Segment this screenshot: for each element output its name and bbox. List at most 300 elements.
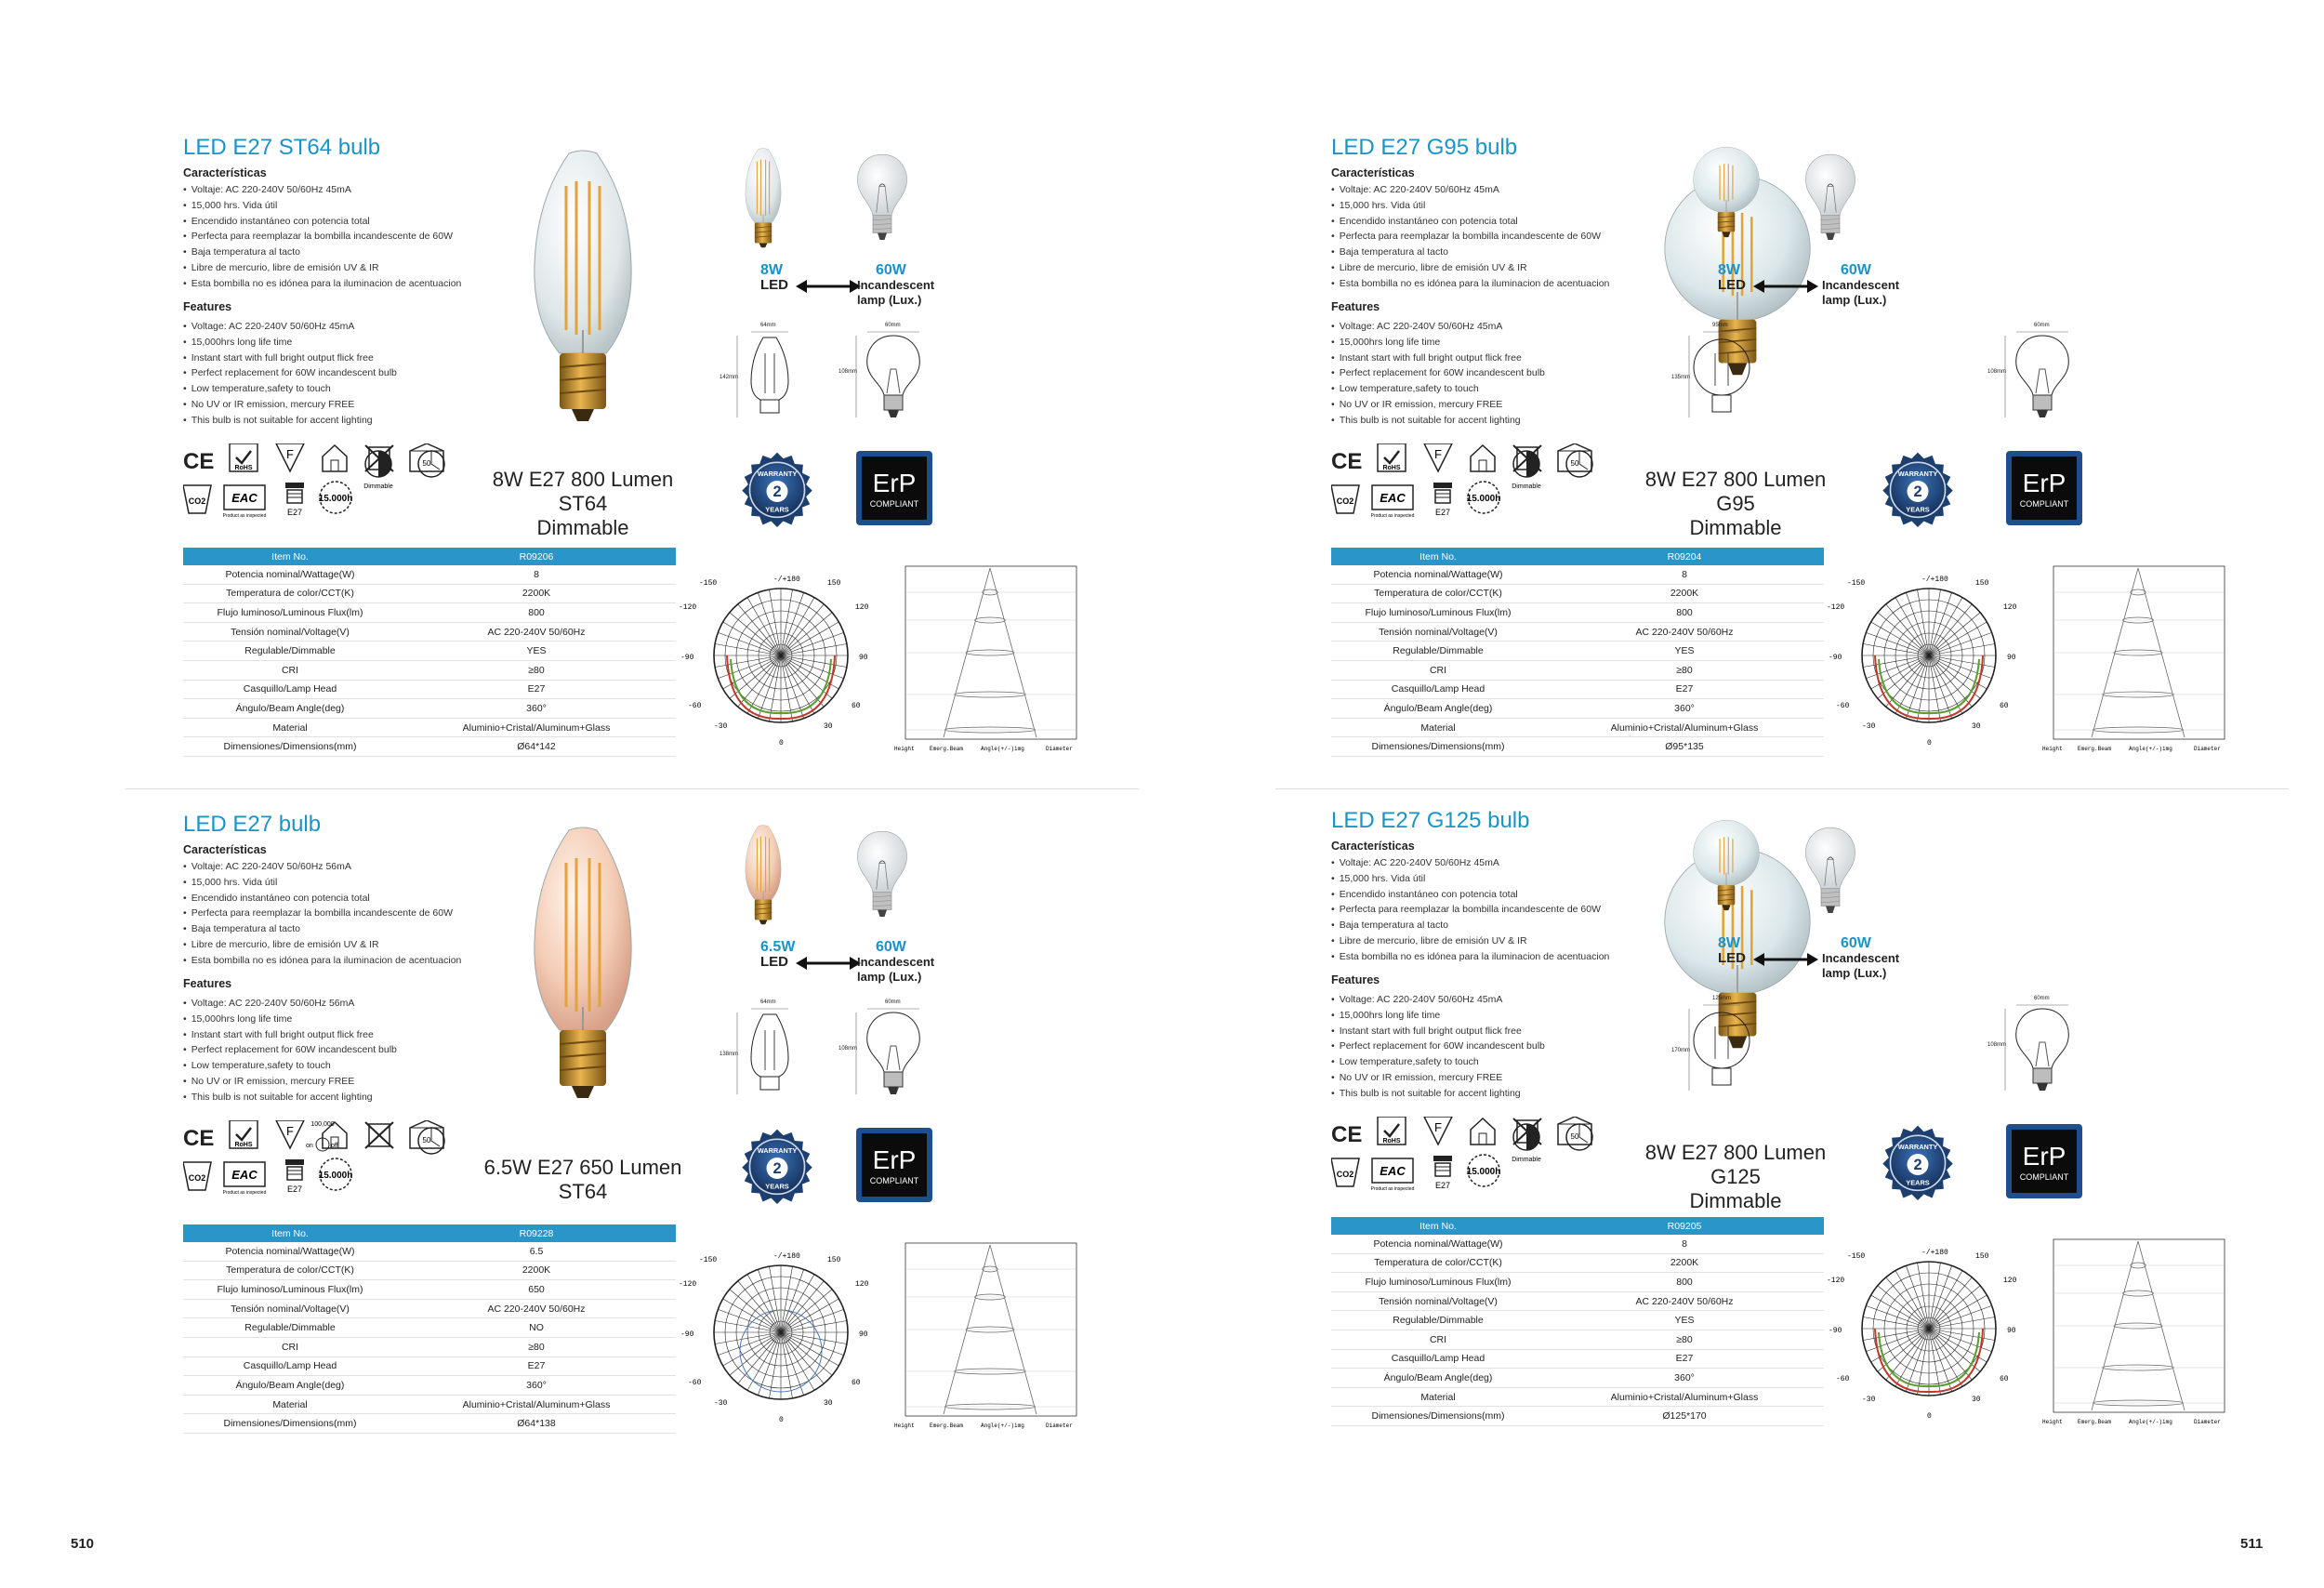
erp-compliant-badge — [856, 1128, 932, 1207]
erp-compliant-badge — [2006, 1124, 2082, 1203]
erp-compliant-badge — [856, 451, 932, 530]
spec-label: Dimensiones/Dimensions(mm) — [183, 737, 397, 757]
spanish-features-list — [1331, 855, 1609, 965]
table-row — [183, 1356, 676, 1376]
headline-line: Dimmable — [1689, 1189, 1782, 1212]
spec-value: Aluminio+Cristal/Aluminum+Glass — [397, 1395, 676, 1414]
led-label: LED — [760, 277, 788, 293]
incandescent-dimension-drawing — [1987, 996, 2084, 1101]
product-section-4 — [1331, 808, 2324, 1425]
feature-en: • Perfect replacement for 60W incandescent bulb — [1331, 1039, 1545, 1054]
spec-value: 2200K — [397, 1261, 676, 1280]
headline-line: ST64 — [558, 492, 608, 515]
caracteristicas-heading: Características — [183, 843, 267, 856]
led-dimension-drawing — [1671, 996, 1768, 1101]
headline-line: Dimmable — [1689, 516, 1782, 539]
headline-line: G95 — [1716, 492, 1755, 515]
led-wattage-block — [1718, 936, 1746, 966]
svg-text:EAC: EAC — [231, 491, 257, 505]
table-row — [183, 565, 676, 584]
svg-text:50: 50 — [1570, 1132, 1579, 1141]
headline-line: Dimmable — [536, 516, 629, 539]
spec-label: Casquillo/Lamp Head — [1331, 680, 1545, 699]
led-width-label: 64mm — [760, 323, 776, 328]
spec-label: Tensión nominal/Voltage(V) — [183, 1299, 397, 1318]
svg-text:CO2: CO2 — [1336, 496, 1354, 506]
polar-angle-label: 90 — [2007, 1327, 2016, 1335]
spec-value: YES — [397, 642, 676, 661]
polar-angle-label: 150 — [1975, 579, 1989, 588]
svg-text:EAC: EAC — [1380, 1164, 1406, 1178]
led-wattage: 8W — [1718, 262, 1740, 278]
ce-icon — [1331, 1122, 1362, 1147]
polar-angle-label: -150 — [699, 579, 718, 588]
ce-mark: CE — [1331, 449, 1363, 474]
headline-line: 8W E27 800 Lumen — [492, 468, 674, 491]
product-headline — [467, 1156, 699, 1204]
feature-en: • This bulb is not suitable for accent lighting — [183, 413, 397, 429]
svg-text:100,000: 100,000 — [310, 1121, 335, 1128]
lamp-lux-label: lamp (Lux.) — [857, 293, 922, 307]
spec-value: Ø125*170 — [1545, 1407, 1824, 1426]
led-height-label: 170mm — [1671, 1048, 1691, 1053]
spec-value: E27 — [397, 680, 676, 699]
spec-value: 800 — [1545, 603, 1824, 623]
page-number-left: 510 — [71, 1536, 95, 1552]
f-mark-icon — [1424, 1117, 1452, 1145]
table-row — [1331, 1273, 1824, 1292]
dimmable-icon — [1512, 451, 1541, 490]
feature-en: • Voltage: AC 220-240V 50/60Hz 45mA — [183, 319, 397, 335]
spec-value: 360° — [397, 699, 676, 719]
carton-box-icon — [1558, 443, 1591, 471]
f-mark-icon — [276, 1120, 304, 1148]
features-heading: Features — [183, 300, 232, 313]
incandescent-dimension-drawing — [838, 999, 935, 1105]
polar-angle-label: 120 — [855, 1280, 869, 1289]
english-features-list — [183, 319, 397, 429]
feature-en: • Low temperature,safety to touch — [183, 381, 397, 397]
spec-label: CRI — [183, 1337, 397, 1356]
spec-value: Ø64*138 — [397, 1414, 676, 1434]
cone-column-head: Diameter — [1046, 746, 1073, 752]
svg-text:ErP: ErP — [2022, 1142, 2067, 1171]
product-headline — [467, 468, 699, 540]
spec-value: AC 220-240V 50/60Hz — [397, 622, 676, 642]
spec-value: Aluminio+Cristal/Aluminum+Glass — [1545, 718, 1824, 737]
spec-value: Ø95*135 — [1545, 737, 1824, 757]
svg-text:RoHS: RoHS — [1382, 465, 1401, 471]
eac-icon — [1371, 1158, 1415, 1192]
spec-label: Dimensiones/Dimensions(mm) — [183, 1414, 397, 1434]
spec-value: YES — [1545, 642, 1824, 661]
svg-text:YEARS: YEARS — [765, 505, 789, 514]
spec-label: Regulable/Dimmable — [1331, 1311, 1545, 1330]
polar-angle-label: 120 — [2003, 1277, 2017, 1285]
product-hero-image — [527, 144, 639, 428]
incandescent-width-label: 60mm — [2034, 996, 2050, 1001]
led-wattage-block — [1718, 263, 1746, 293]
led-bulb-thumbnail — [1689, 146, 1763, 244]
incandescent-block — [857, 263, 934, 308]
product-headline — [1619, 1141, 1852, 1213]
item-no-header: Item No. — [183, 1224, 397, 1242]
spec-value: 8 — [397, 565, 676, 584]
feature-es: • Encendido instantáneo con potencia total — [1331, 887, 1609, 903]
polar-angle-label: -30 — [714, 1399, 728, 1408]
spec-value: Ø64*142 — [397, 737, 676, 757]
incandescent-label: Incandescent — [857, 278, 935, 292]
svg-text:YEARS: YEARS — [1906, 505, 1930, 514]
beam-cone-diagram — [892, 1241, 1078, 1436]
spec-label: Material — [183, 1395, 397, 1414]
cone-column-head: Height — [2042, 1419, 2063, 1425]
cone-column-head: Angle(+/-)img — [981, 1423, 1024, 1429]
polar-angle-label: 150 — [827, 1256, 841, 1264]
spec-label: Tensión nominal/Voltage(V) — [1331, 1291, 1545, 1311]
incandescent-height-label: 108mm — [1987, 1042, 2007, 1048]
svg-text:CO2: CO2 — [188, 496, 206, 506]
feature-en: • No UV or IR emission, mercury FREE — [183, 397, 397, 413]
table-row — [183, 1299, 676, 1318]
incandescent-height-label: 108mm — [838, 369, 858, 375]
spec-label: Ángulo/Beam Angle(deg) — [183, 699, 397, 719]
polar-light-distribution-diagram — [1827, 562, 2040, 762]
e27-socket-icon — [285, 483, 304, 517]
table-row — [1331, 1387, 1824, 1407]
spec-label: Flujo luminoso/Luminous Flux(lm) — [183, 603, 397, 623]
led-wattage-block — [760, 940, 795, 970]
svg-text:50: 50 — [422, 1136, 431, 1145]
svg-text:2: 2 — [1913, 483, 1922, 501]
polar-angle-label: 150 — [827, 579, 841, 588]
comparison-arrow-icon — [796, 279, 861, 298]
table-row — [183, 622, 676, 642]
svg-text:15.000h: 15.000h — [318, 1171, 353, 1181]
table-row — [1331, 1369, 1824, 1388]
polar-angle-label: 90 — [859, 654, 868, 662]
table-row — [183, 1337, 676, 1356]
table-row — [183, 1280, 676, 1300]
svg-text:2: 2 — [772, 483, 782, 501]
spec-label: Temperatura de color/CCT(K) — [1331, 1253, 1545, 1273]
svg-text:off: off — [331, 1143, 338, 1149]
polar-angle-label: 60 — [852, 1379, 861, 1387]
incandescent-dimension-drawing — [1987, 323, 2084, 428]
carton-box-icon — [1558, 1117, 1591, 1145]
item-no-header: Item No. — [1331, 548, 1545, 565]
spec-label: Dimensiones/Dimensions(mm) — [1331, 1407, 1545, 1426]
incandescent-wattage: 60W — [876, 939, 906, 955]
feature-es: • Perfecta para reemplazar la bombilla incandescente de 60W — [183, 906, 461, 921]
svg-text:COMPLIANT: COMPLIANT — [869, 499, 919, 509]
led-dimension-drawing — [720, 323, 816, 428]
certification-icons — [1331, 443, 1610, 532]
lifetime-hours-icon — [1467, 482, 1501, 513]
svg-text:COMPLIANT: COMPLIANT — [2019, 499, 2069, 509]
incandescent-bulb-thumbnail — [852, 152, 912, 249]
product-title: LED E27 G125 bulb — [1331, 808, 1530, 833]
e27-socket-icon — [285, 1159, 304, 1194]
polar-angle-label: 120 — [855, 603, 869, 612]
table-row — [1331, 680, 1824, 699]
polar-angle-label: -120 — [679, 603, 697, 612]
polar-angle-label: 120 — [2003, 603, 2017, 612]
features-heading: Features — [183, 977, 232, 990]
svg-text:F: F — [286, 447, 294, 461]
led-label: LED — [760, 954, 788, 970]
cone-column-head: Emerg.Beam — [2078, 1419, 2112, 1425]
svg-text:RoHS: RoHS — [234, 465, 253, 471]
rohs-icon — [230, 1120, 257, 1148]
feature-en: • 15,000hrs long life time — [183, 335, 397, 351]
spec-label: Potencia nominal/Wattage(W) — [1331, 565, 1545, 584]
spec-value: ≥80 — [397, 1337, 676, 1356]
led-wattage: 8W — [1718, 935, 1740, 951]
svg-text:WARRANTY: WARRANTY — [757, 470, 798, 479]
spec-label: Flujo luminoso/Luminous Flux(lm) — [1331, 1273, 1545, 1292]
led-wattage-block — [760, 263, 788, 293]
led-height-label: 135mm — [1671, 375, 1691, 380]
product-hero-image — [527, 821, 639, 1105]
spec-label: Casquillo/Lamp Head — [183, 1356, 397, 1376]
spec-label: Regulable/Dimmable — [1331, 642, 1545, 661]
spec-value: AC 220-240V 50/60Hz — [1545, 622, 1824, 642]
cone-column-head: Diameter — [1046, 1423, 1073, 1429]
incandescent-bulb-thumbnail — [1801, 152, 1860, 249]
english-features-list — [183, 996, 397, 1105]
spec-value: NO — [397, 1318, 676, 1338]
svg-text:15.000h: 15.000h — [318, 494, 353, 504]
svg-text:50: 50 — [1570, 459, 1579, 468]
feature-es: • 15,000 hrs. Vida útil — [183, 198, 461, 214]
led-width-label: 64mm — [760, 999, 776, 1005]
features-heading: Features — [1331, 300, 1380, 313]
spec-value: Aluminio+Cristal/Aluminum+Glass — [1545, 1387, 1824, 1407]
polar-angle-label: -30 — [1862, 1396, 1876, 1404]
feature-en: • Low temperature,safety to touch — [1331, 381, 1545, 397]
incandescent-height-label: 108mm — [1987, 369, 2007, 375]
indoor-house-icon — [1471, 1118, 1495, 1145]
item-no-header: Item No. — [183, 548, 397, 565]
polar-angle-label: -/+180 — [773, 576, 800, 584]
table-row — [1331, 1349, 1824, 1369]
polar-angle-label: 0 — [779, 1416, 784, 1424]
cone-column-head: Emerg.Beam — [930, 1423, 964, 1429]
spec-value: ≥80 — [1545, 1330, 1824, 1349]
table-row — [1331, 622, 1824, 642]
spec-label: Material — [1331, 718, 1545, 737]
feature-en: • 15,000hrs long life time — [1331, 335, 1545, 351]
svg-text:ErP: ErP — [872, 469, 917, 497]
incandescent-label: Incandescent — [857, 955, 935, 969]
feature-es: • Voltaje: AC 220-240V 50/60Hz 45mA — [1331, 855, 1609, 871]
ce-mark: CE — [1331, 1122, 1363, 1147]
spec-label: Tensión nominal/Voltage(V) — [1331, 622, 1545, 642]
feature-en: • No UV or IR emission, mercury FREE — [1331, 397, 1545, 413]
feature-en: • Instant start with full bright output flick free — [1331, 351, 1545, 366]
eac-icon — [223, 1162, 267, 1196]
comparison-arrow-icon — [1753, 952, 1818, 972]
feature-es: • Libre de mercurio, libre de emisión UV & IR — [1331, 260, 1609, 276]
table-row — [183, 584, 676, 603]
feature-en: • Perfect replacement for 60W incandescent bulb — [1331, 365, 1545, 381]
feature-es: • Esta bombilla no es idónea para la iluminacion de acentuacion — [183, 953, 461, 969]
rohs-icon — [230, 443, 257, 471]
incandescent-width-label: 60mm — [885, 323, 901, 328]
carton-box-icon — [410, 1120, 443, 1148]
incandescent-block — [1822, 263, 1899, 308]
spec-value: E27 — [1545, 680, 1824, 699]
table-row — [183, 718, 676, 737]
spec-value: YES — [1545, 1311, 1824, 1330]
beam-cone-diagram — [892, 564, 1078, 760]
specification-table — [1331, 1217, 1824, 1426]
incandescent-bulb-thumbnail — [852, 828, 912, 926]
table-row — [1331, 1235, 1824, 1253]
polar-angle-label: 90 — [2007, 654, 2016, 662]
ce-mark: CE — [183, 449, 215, 474]
svg-text:E27: E27 — [286, 1184, 303, 1194]
polar-angle-label: -60 — [1836, 702, 1850, 710]
incandescent-label: Incandescent — [1822, 951, 1900, 965]
polar-angle-label: -90 — [1829, 1327, 1842, 1335]
svg-text:RoHS: RoHS — [1382, 1138, 1401, 1145]
divider-right — [1275, 788, 2289, 789]
feature-es: • Libre de mercurio, libre de emisión UV & IR — [183, 937, 461, 953]
polar-angle-label: -60 — [688, 702, 702, 710]
feature-en: • This bulb is not suitable for accent lighting — [1331, 413, 1545, 429]
spanish-features-list — [183, 182, 461, 292]
table-row — [183, 1376, 676, 1396]
co2-icon — [183, 485, 211, 513]
f-mark-icon — [1424, 443, 1452, 471]
dimmable-icon — [1512, 1124, 1541, 1163]
cone-column-head: Emerg.Beam — [930, 746, 964, 752]
polar-angle-label: 0 — [1927, 739, 1932, 748]
svg-text:15.000h: 15.000h — [1466, 1167, 1501, 1177]
product-section-2 — [1331, 135, 2324, 753]
table-row — [1331, 718, 1824, 737]
polar-angle-label: -60 — [1836, 1375, 1850, 1383]
headline-line: G125 — [1710, 1165, 1761, 1188]
headline-line: 6.5W E27 650 Lumen — [483, 1156, 682, 1179]
feature-en: • Voltage: AC 220-240V 50/60Hz 45mA — [1331, 319, 1545, 335]
feature-en: • No UV or IR emission, mercury FREE — [183, 1074, 397, 1090]
beam-cone-diagram — [2040, 564, 2226, 760]
feature-en: • Voltage: AC 220-240V 50/60Hz 56mA — [183, 996, 397, 1012]
erp-compliant-badge — [2006, 451, 2082, 530]
led-bulb-thumbnail — [743, 146, 784, 253]
led-label: LED — [1718, 950, 1746, 966]
svg-text:ErP: ErP — [2022, 469, 2067, 497]
divider-left — [125, 788, 1139, 789]
spec-value: AC 220-240V 50/60Hz — [1545, 1291, 1824, 1311]
svg-text:EAC: EAC — [231, 1168, 257, 1182]
svg-text:F: F — [286, 1124, 294, 1138]
ce-icon — [1331, 449, 1362, 474]
polar-angle-label: -90 — [1829, 654, 1842, 662]
polar-angle-label: -90 — [680, 654, 694, 662]
ce-icon — [183, 449, 214, 474]
feature-es: • Perfecta para reemplazar la bombilla incandescente de 60W — [1331, 229, 1609, 245]
dimmable-icon — [363, 451, 393, 490]
cone-column-head: Height — [894, 1423, 915, 1429]
table-row — [1331, 737, 1824, 757]
feature-es: • Esta bombilla no es idónea para la iluminacion de acentuacion — [1331, 949, 1609, 965]
feature-en: • Perfect replacement for 60W incandescent bulb — [183, 1042, 397, 1058]
english-features-list — [1331, 992, 1545, 1102]
spanish-features-list — [1331, 182, 1609, 292]
spec-value: ≥80 — [1545, 660, 1824, 680]
eac-icon — [1371, 485, 1415, 519]
specification-table — [1331, 548, 1824, 757]
product-section-3 — [183, 812, 1206, 1430]
rohs-icon — [1378, 1117, 1406, 1145]
spec-label: Ángulo/Beam Angle(deg) — [1331, 1369, 1545, 1388]
svg-text:COMPLIANT: COMPLIANT — [869, 1176, 919, 1185]
spec-label: Flujo luminoso/Luminous Flux(lm) — [1331, 603, 1545, 623]
item-no-header: Item No. — [1331, 1217, 1545, 1235]
table-row — [1331, 584, 1824, 603]
led-height-label: 142mm — [720, 375, 739, 380]
feature-es: • Baja temperatura al tacto — [1331, 918, 1609, 933]
feature-es: • Voltaje: AC 220-240V 50/60Hz 45mA — [1331, 182, 1609, 198]
polar-angle-label: 30 — [1972, 1396, 1981, 1404]
lifetime-hours-icon — [319, 1158, 353, 1190]
specification-table — [183, 548, 676, 757]
spec-value: E27 — [397, 1356, 676, 1376]
feature-es: • Encendido instantáneo con potencia total — [1331, 214, 1609, 230]
polar-angle-label: -60 — [688, 1379, 702, 1387]
spec-value: 650 — [397, 1280, 676, 1300]
spec-value: 360° — [1545, 1369, 1824, 1388]
incandescent-label: Incandescent — [1822, 278, 1900, 292]
table-row — [183, 1318, 676, 1338]
polar-angle-label: 60 — [2000, 1375, 2009, 1383]
spec-label: Casquillo/Lamp Head — [1331, 1349, 1545, 1369]
led-width-label: 125mm — [1712, 996, 1732, 1001]
co2-icon — [1331, 1158, 1359, 1186]
spec-label: Regulable/Dimmable — [183, 1318, 397, 1338]
spec-label: Temperatura de color/CCT(K) — [1331, 584, 1545, 603]
polar-angle-label: 0 — [1927, 1412, 1932, 1421]
spec-value: 8 — [1545, 565, 1824, 584]
spec-value: AC 220-240V 50/60Hz — [397, 1299, 676, 1318]
lifetime-hours-icon — [319, 482, 353, 513]
svg-text:2: 2 — [1913, 1157, 1922, 1174]
feature-en: • Instant start with full bright output flick free — [183, 351, 397, 366]
f-mark-icon — [276, 443, 304, 471]
spec-label: Ángulo/Beam Angle(deg) — [183, 1376, 397, 1396]
svg-text:on: on — [306, 1143, 313, 1149]
spec-label: Material — [183, 718, 397, 737]
incandescent-dimension-drawing — [838, 323, 935, 428]
table-row — [183, 603, 676, 623]
svg-text:Product as inspected: Product as inspected — [222, 513, 267, 519]
svg-text:EAC: EAC — [1380, 491, 1406, 505]
led-height-label: 138mm — [720, 1052, 739, 1057]
warranty-2-years-badge — [1880, 1124, 1956, 1205]
feature-es: • Baja temperatura al tacto — [1331, 245, 1609, 260]
polar-angle-label: 90 — [859, 1330, 868, 1339]
spec-label: Tensión nominal/Voltage(V) — [183, 622, 397, 642]
svg-text:YEARS: YEARS — [765, 1182, 789, 1191]
incandescent-block — [857, 940, 934, 985]
feature-en: • This bulb is not suitable for accent lighting — [183, 1090, 397, 1105]
spec-label: Regulable/Dimmable — [183, 642, 397, 661]
spec-label: Potencia nominal/Wattage(W) — [183, 565, 397, 584]
